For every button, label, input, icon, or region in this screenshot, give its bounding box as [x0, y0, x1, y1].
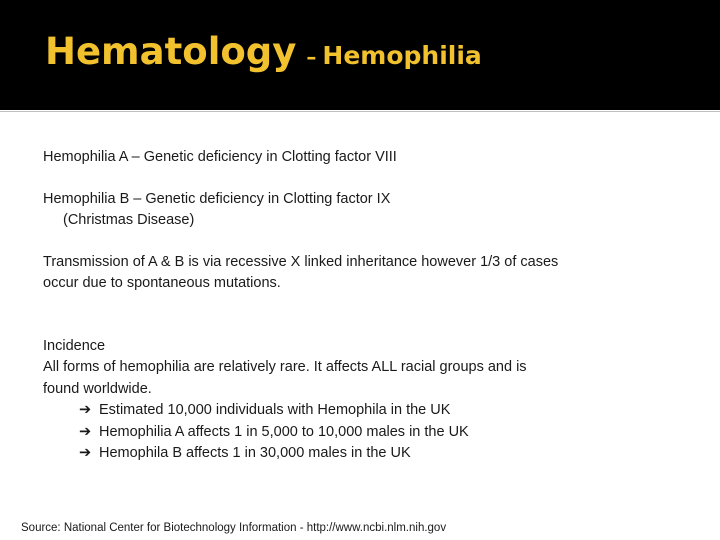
slide-title [45, 30, 482, 73]
incidence-line-2: found worldwide. [43, 380, 152, 397]
arrow-right-icon: ➔ [79, 423, 92, 440]
arrow-right-icon: ➔ [79, 445, 92, 461]
title-divider [0, 111, 720, 112]
transmission-line-1: Transmission of A & B is via recessive X linked inheritance however 1/3 of cases [43, 253, 559, 270]
arrow-right-icon: ➔ [79, 402, 92, 418]
bullet-text: Estimated 10,000 individuals with Hemophila in the UK [99, 402, 451, 418]
transmission-line-2: occur due to spontaneous mutations. [43, 275, 281, 291]
bullet-item [43, 443, 663, 465]
bullet-text: Hemophilia A affects 1 in 5,000 to 10,000 males in the UK [99, 423, 469, 440]
hemophilia-b-text: Hemophilia B – Genetic deficiency in Clotting factor IX [43, 190, 391, 207]
incidence-heading: Incidence [43, 337, 106, 354]
title-subtitle: Hemophilia [322, 41, 482, 70]
hemophilia-a-text: Hemophilia A – Genetic deficiency in Clotting factor VIII [43, 149, 397, 165]
title-main: Hematology [45, 30, 297, 73]
title-separator: – [306, 45, 317, 69]
bullet-text: Hemophila B affects 1 in 30,000 males in the UK [99, 445, 411, 461]
source-citation: Source: National Center for Biotechnology Information - http://www.ncbi.nlm.nih.gov [21, 522, 447, 534]
incidence-line-1: All forms of hemophilia are relatively rare. It affects ALL racial groups and is [43, 359, 527, 375]
hemophilia-b-alias: (Christmas Disease) [63, 212, 195, 228]
slide-body [43, 147, 663, 465]
bullet-item [43, 422, 663, 444]
bullet-item [43, 400, 663, 422]
